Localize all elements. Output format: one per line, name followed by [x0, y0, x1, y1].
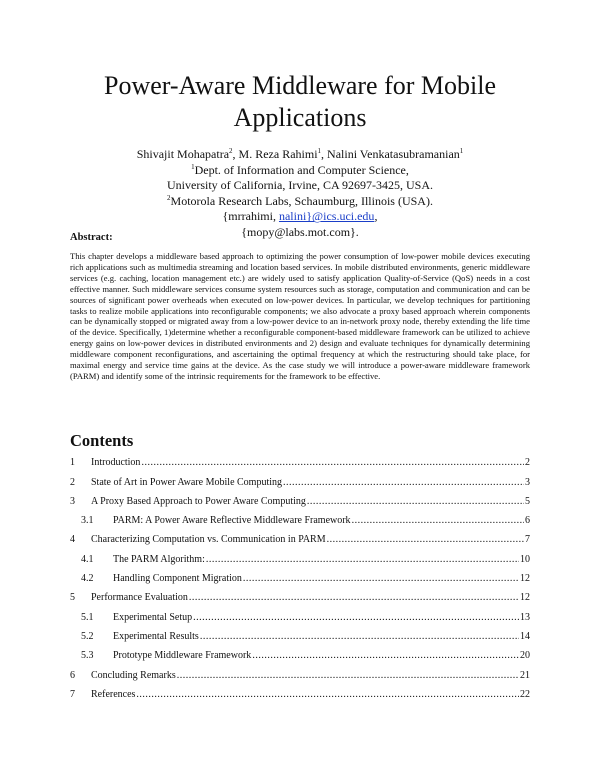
email-suffix: ,	[374, 209, 378, 224]
toc-entry-line	[113, 554, 530, 565]
toc-entry-line	[113, 631, 530, 642]
toc-entry-page: 3	[525, 476, 530, 488]
author-2-affil: 1	[317, 147, 322, 155]
toc-dot-leader	[200, 631, 519, 642]
toc-entry-label[interactable]: References	[91, 688, 136, 700]
email-line-1	[60, 209, 540, 225]
email-prefix: {mrrahimi,	[222, 209, 279, 224]
toc-dot-leader	[206, 554, 519, 565]
toc-entry-label[interactable]: State of Art in Power Aware Mobile Computing	[91, 476, 283, 488]
toc-entry-page: 5	[525, 495, 530, 507]
toc-entry-page: 6	[525, 515, 530, 527]
toc-entry-number: 6	[70, 669, 75, 681]
toc-entry-page: 12	[520, 592, 530, 604]
author-line	[60, 147, 540, 163]
toc-entry-number: 4.2	[81, 573, 94, 585]
toc-entry[interactable]	[70, 587, 530, 606]
toc-entry-number: 4.1	[81, 553, 94, 565]
email-link[interactable]: nalini}@ics.uci.edu	[278, 209, 375, 224]
toc-dot-leader	[177, 670, 519, 681]
toc-entry-number: 7	[70, 688, 75, 700]
affiliation-1	[60, 163, 540, 179]
author-1: Shivajit Mohapatra	[136, 147, 230, 161]
title-line-1: Power-Aware Middleware for Mobile	[103, 71, 497, 100]
toc-entry-number: 2	[70, 476, 75, 488]
toc-entry-label[interactable]: A Proxy Based Approach to Power Aware Computing	[91, 495, 306, 507]
affiliation-1-address: University of California, Irvine, CA 92697-3425, USA.	[167, 178, 433, 193]
toc-entry-label[interactable]: Performance Evaluation	[91, 592, 188, 604]
toc-entry-line	[91, 689, 530, 700]
affiliation-2-mark: 2	[167, 193, 171, 202]
toc-entry-label[interactable]: Experimental Setup	[113, 611, 193, 623]
toc-entry-number: 5.1	[81, 611, 94, 623]
toc-entry[interactable]	[70, 626, 530, 645]
toc-dot-leader	[327, 534, 524, 545]
toc-entry-line	[113, 650, 530, 661]
toc-entry-page: 7	[525, 534, 530, 546]
toc-dot-leader	[252, 650, 519, 661]
toc-entry[interactable]	[70, 491, 530, 510]
toc-entry-page: 2	[525, 457, 530, 469]
toc-dot-leader	[141, 457, 524, 468]
toc-entry-label[interactable]: Concluding Remarks	[91, 669, 176, 681]
toc-dot-leader	[307, 496, 524, 507]
toc-dot-leader	[136, 689, 519, 700]
toc-entry-page: 14	[520, 630, 530, 642]
toc-entry-line	[113, 612, 530, 623]
toc-entry-label[interactable]: The PARM Algorithm:	[113, 553, 205, 565]
toc-entry-label[interactable]: Characterizing Computation vs. Communication in PARM	[91, 534, 326, 546]
affiliation-1-text: Dept. of Information and Computer Science,	[194, 162, 409, 177]
title-line-2: Applications	[233, 103, 367, 132]
toc-entry-line	[91, 477, 530, 488]
toc-dot-leader	[352, 515, 524, 526]
author-3: , Nalini Venkatasubramanian	[321, 147, 460, 161]
toc-dot-leader	[189, 592, 519, 603]
author-3-affil: 1	[459, 147, 464, 155]
toc-entry[interactable]	[70, 664, 530, 683]
toc-entry-line	[91, 496, 530, 507]
toc-entry[interactable]	[70, 529, 530, 548]
author-1-affil: 2	[229, 147, 233, 155]
toc-entry-page: 21	[520, 669, 530, 681]
toc-entry-number: 5.2	[81, 630, 94, 642]
toc-entry-line	[91, 534, 530, 545]
paper-title	[60, 70, 540, 134]
author-block	[60, 147, 540, 241]
email-line-2: {mopy@labs.mot.com}.	[241, 224, 359, 239]
toc-entry[interactable]	[70, 568, 530, 587]
affiliation-2	[60, 194, 540, 210]
toc-dot-leader	[193, 612, 519, 623]
toc-entry-line	[113, 515, 530, 526]
toc-entry-label[interactable]: Introduction	[91, 457, 141, 469]
toc-entry-number: 5.3	[81, 650, 94, 662]
toc-entry-number: 3.1	[81, 515, 94, 527]
affiliation-1-mark: 1	[191, 162, 195, 171]
toc-entry-number: 3	[70, 495, 75, 507]
author-2: , M. Reza Rahimi	[232, 147, 318, 161]
toc-entry-number: 5	[70, 592, 75, 604]
toc-entry-label[interactable]: Experimental Results	[113, 630, 199, 642]
toc-entry-page: 13	[520, 611, 530, 623]
toc-entry-page: 12	[520, 573, 530, 585]
toc-entry-number: 1	[70, 457, 75, 469]
toc-entry[interactable]	[70, 606, 530, 625]
toc-entry[interactable]	[70, 471, 530, 490]
toc-entry[interactable]	[70, 645, 530, 664]
toc-entry-page: 10	[520, 553, 530, 565]
table-of-contents	[70, 452, 530, 703]
toc-entry-label[interactable]: Handling Component Migration	[113, 573, 242, 585]
affiliation-2-text: Motorola Research Labs, Schaumburg, Illinois (USA).	[170, 193, 433, 208]
toc-entry-page: 22	[520, 688, 530, 700]
abstract-body: This chapter develops a middleware based approach to optimizing the power consumption of low-power mobile devices executing rich applications such as multimedia streaming and location based services. In mobile distributed environments, generic middleware services (e.g. caching, location management etc.) are widely used to satisfy application Quality-of-Service (QoS) needs in a cost effective manner. Such middleware services consume system resources such as storage, computation and communication and can be sources of significant power overheads when executed on low-power devices. In particular, we develop techniques for partitioning tasks to realize mobile applications into reconfigurable components; we also advocate a proxy based approach wherein components can be dynamically stopped or migrated away from a low-power device to an in-network proxy node, thereby extending the life time of the device. Specifically, 1)determine whether a reconfigurable component-based middleware framework can be utilized to achieve energy gains on low-power devices in distributed environments and 2) design and evaluate techniques for dynamically determining middleware component reconfigurations, and ascertaining the optimal frequency at which the restructuring should take place, for maximal energy and service time gains at the device. As the case study we will introduce a power-aware middleware framework (PARM) and identify some of the intrinsic requirements for the framework to be effective.	[70, 251, 530, 381]
toc-entry-line	[113, 573, 530, 584]
contents-heading: Contents	[70, 431, 134, 450]
toc-entry-label[interactable]: PARM: A Power Aware Reflective Middleware Framework	[113, 515, 351, 527]
toc-entry[interactable]	[70, 684, 530, 703]
abstract-heading: Abstract:	[70, 232, 113, 243]
toc-entry-number: 4	[70, 534, 75, 546]
toc-dot-leader	[243, 573, 519, 584]
toc-entry-label[interactable]: Prototype Middleware Framework	[113, 650, 252, 662]
toc-entry[interactable]	[70, 510, 530, 529]
toc-entry[interactable]	[70, 452, 530, 471]
toc-entry-page: 20	[520, 650, 530, 662]
toc-dot-leader	[283, 477, 524, 488]
toc-entry[interactable]	[70, 548, 530, 567]
toc-entry-line	[91, 457, 530, 468]
toc-entry-line	[91, 670, 530, 681]
toc-entry-line	[91, 592, 530, 603]
